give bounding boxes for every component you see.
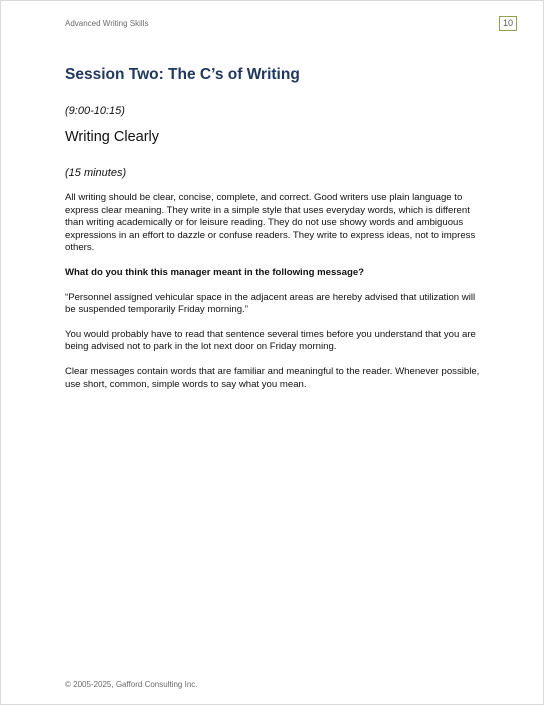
- copyright-footer: © 2005-2025, Gafford Consulting Inc.: [65, 680, 198, 689]
- example-quote: “Personnel assigned vehicular space in the adjacent areas are hereby advised that utilization will be suspended temporarily Friday morning.”: [65, 291, 476, 316]
- section-duration: (15 minutes): [65, 167, 127, 179]
- session-time: (9:00-10:15): [65, 105, 125, 117]
- advice-paragraph: Clear messages contain words that are familiar and meaningful to the reader. Whenever possible, use short, common, simple words to say what you mean.: [65, 365, 480, 390]
- page-number: 10: [499, 16, 517, 31]
- explanation-paragraph: You would probably have to read that sentence several times before you understand that you are being advised not to park in the lot next door on Friday morning.: [65, 328, 476, 353]
- page-content: [65, 65, 485, 391]
- section-heading: Writing Clearly: [65, 129, 160, 145]
- session-title: Session Two: The C’s of Writing: [65, 66, 300, 83]
- running-header: Advanced Writing Skills: [65, 19, 149, 28]
- question-prompt: What do you think this manager meant in the following message?: [65, 266, 365, 278]
- intro-paragraph: All writing should be clear, concise, complete, and correct. Good writers use plain language to express clear meaning. They write in a simple style that uses everyday words, which is different than writing academically or for leisure reading. They do not use showy words and ambiguous expressions in an effort to dazzle or confuse readers. They write to express ideas, not to impress others.: [65, 192, 476, 254]
